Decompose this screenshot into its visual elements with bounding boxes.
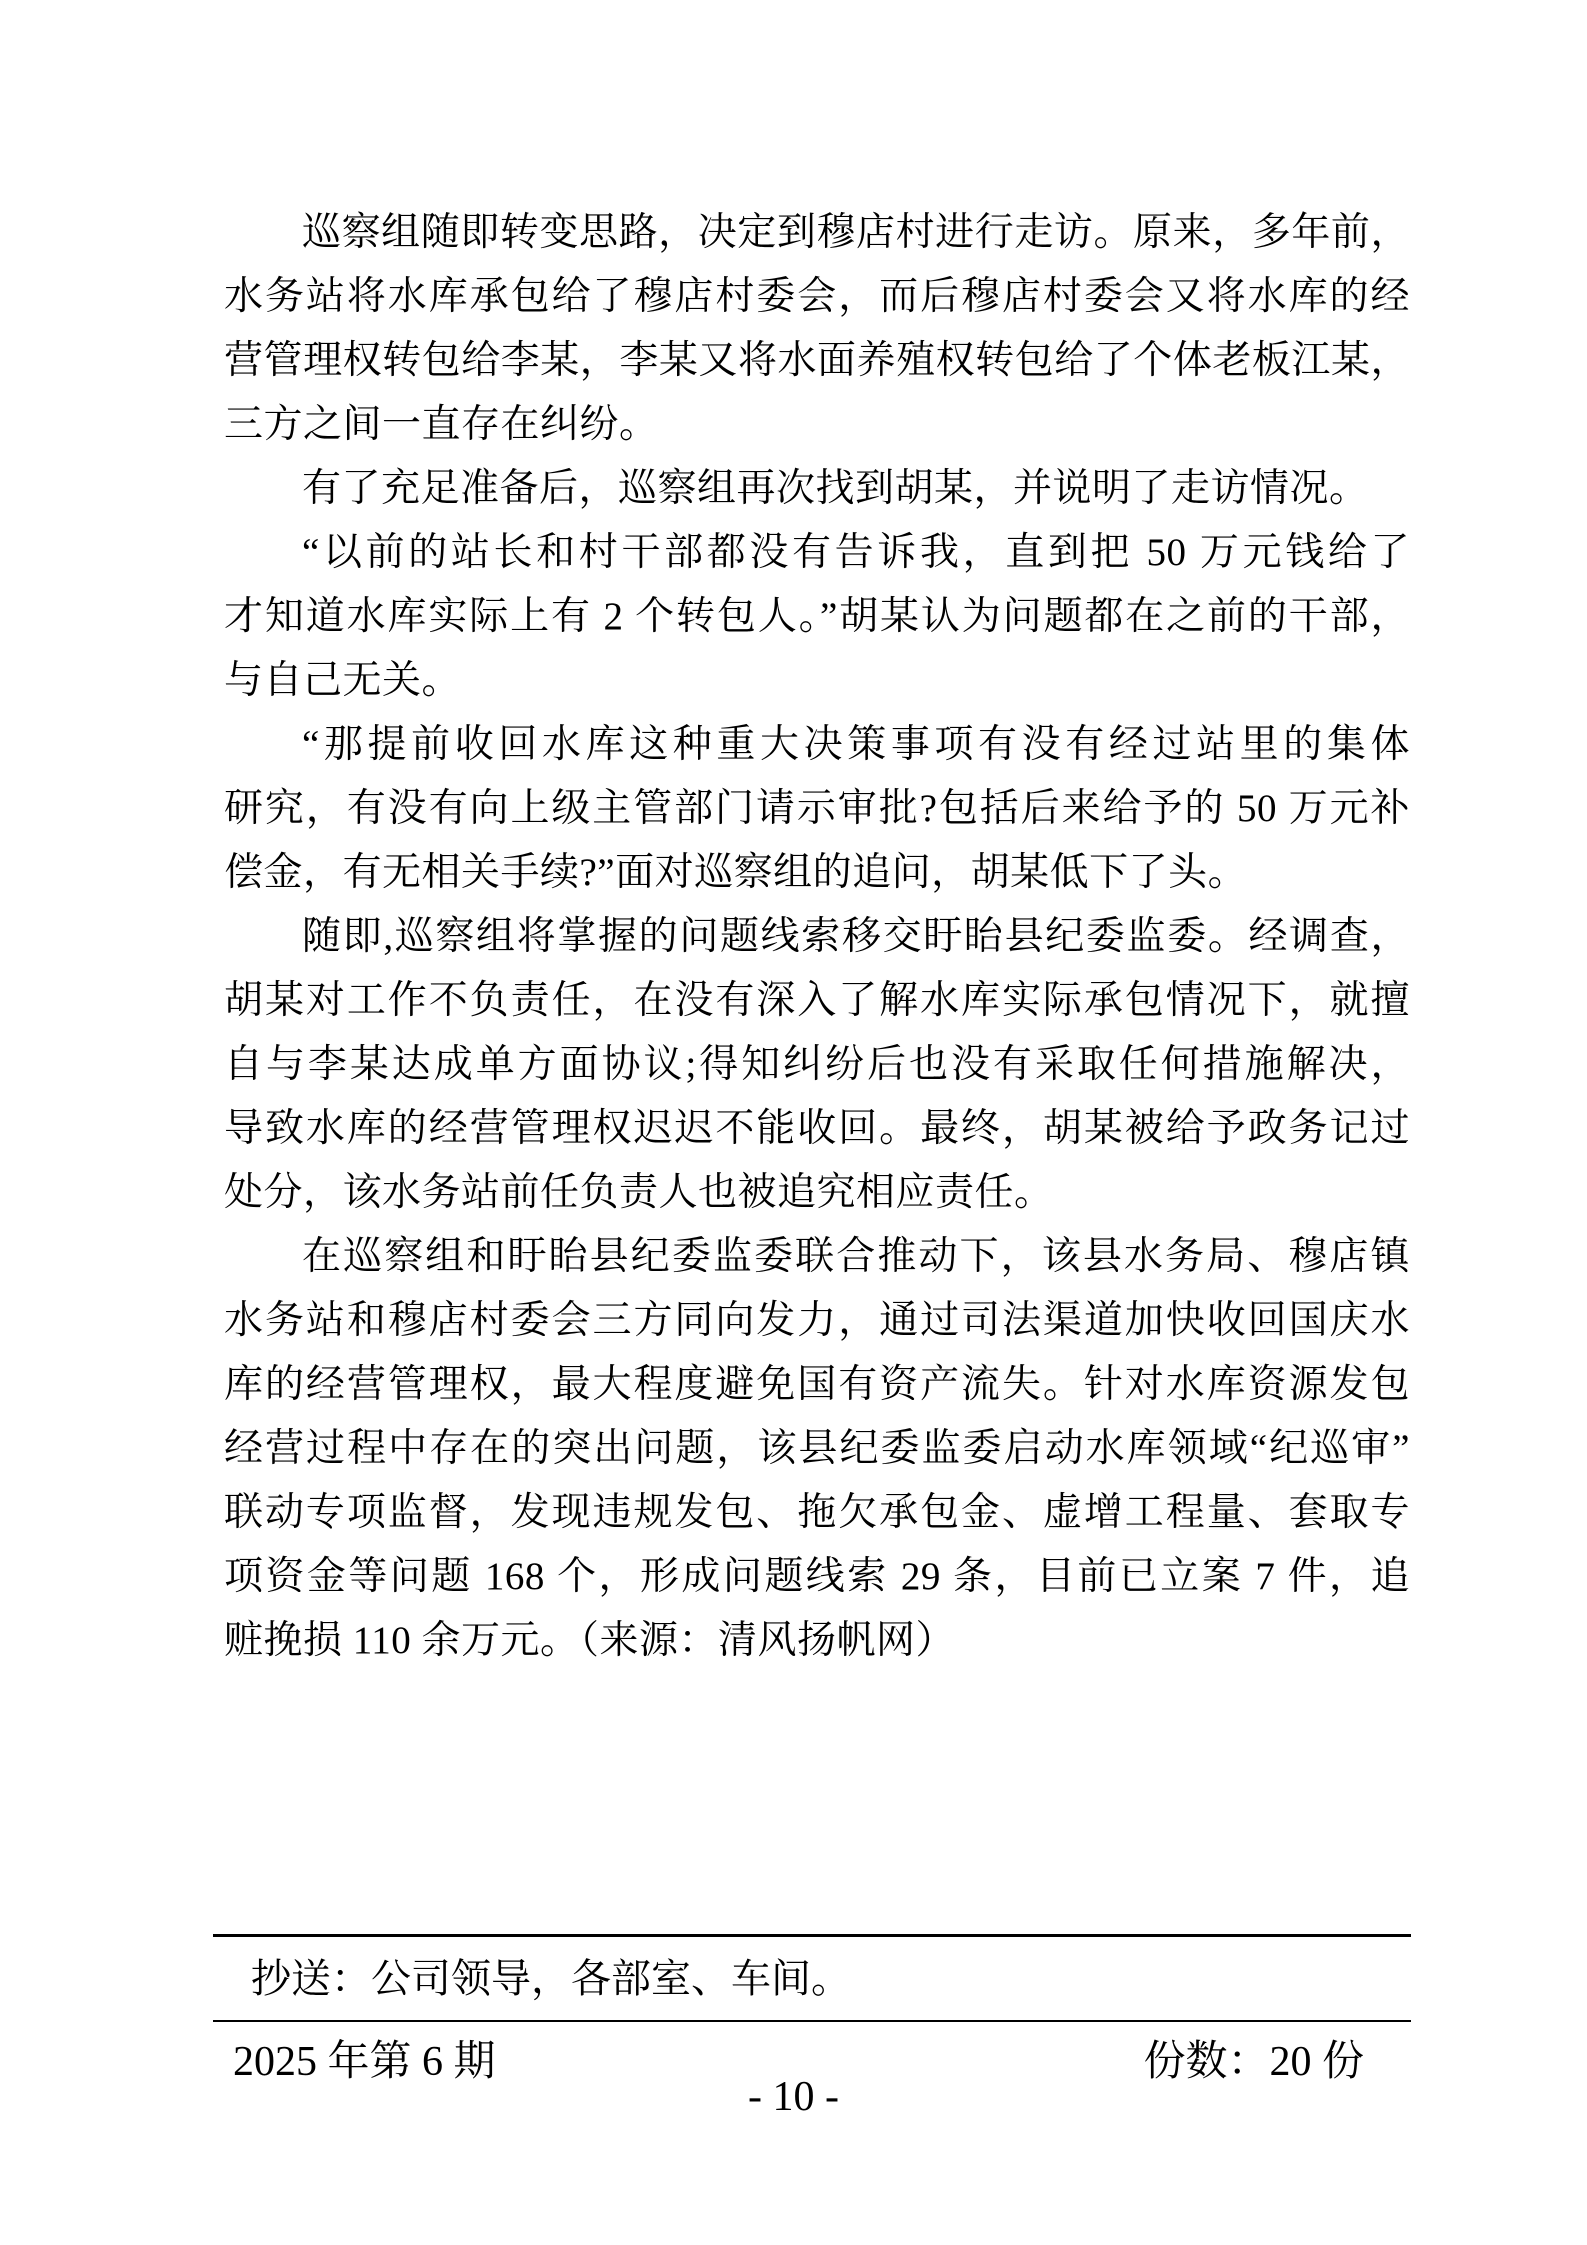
paragraph [224,713,1410,905]
cc-line: 抄送：公司领导，各部室、车间。 [251,1956,851,2001]
body-line: 偿金，有无相关手续?”面对巡察组的追问，胡某低下了头。 [224,851,1248,894]
body-line: 项资金等问题 168 个，形成问题线索 29 条，目前已立案 7 件，追 [224,1555,1410,1598]
body-line: 巡察组随即转变思路，决定到穆店村进行走访。原来，多年前， [302,211,1410,254]
issue-number: 2025 年第 6 期 [233,2039,496,2085]
body-line: 处分，该水务站前任负责人也被追究相应责任。 [224,1171,1054,1214]
body-line: 胡某对工作不负责任，在没有深入了解水库实际承包情况下，就擅 [224,979,1410,1022]
body-line: 随即,巡察组将掌握的问题线索移交盱眙县纪委监委。经调查， [302,915,1410,958]
body-line: 导致水库的经营管理权迟迟不能收回。最终，胡某被给予政务记过 [224,1107,1410,1150]
page-number: - 10 - [748,2074,839,2120]
paragraph [224,521,1410,713]
body-line: 三方之间一直存在纠纷。 [224,403,659,446]
body-line: 联动专项监督，发现违规发包、拖欠承包金、虚增工程量、套取专 [224,1491,1410,1534]
document-body [224,201,1410,1673]
body-line: 库的经营管理权，最大程度避免国有资产流失。针对水库资源发包 [224,1363,1410,1406]
body-line: 经营过程中存在的突出问题，该县纪委监委启动水库领域“纪巡审” [224,1427,1410,1470]
paragraph [224,457,1410,521]
body-line: 与自己无关。 [224,659,462,702]
paragraph [224,1225,1410,1673]
body-line: 在巡察组和盱眙县纪委监委联合推动下，该县水务局、穆店镇 [302,1235,1410,1278]
footer-divider-top [213,1934,1411,1937]
body-line: 才知道水库实际上有 2 个转包人。”胡某认为问题都在之前的干部， [224,595,1410,638]
body-line: 研究，有没有向上级主管部门请示审批?包括后来给予的 50 万元补 [224,787,1410,830]
body-line: 自与李某达成单方面协议;得知纠纷后也没有采取任何措施解决， [224,1043,1410,1086]
body-line: 营管理权转包给李某，李某又将水面养殖权转包给了个体老板江某， [224,339,1410,382]
body-line: “以前的站长和村干部都没有告诉我，直到把 50 万元钱给了 [302,531,1410,574]
copies-count: 份数：20 份 [1143,2039,1364,2085]
body-line: 赃挽损 110 余万元。（来源：清风扬帆网） [224,1619,956,1662]
body-line: 有了充足准备后，巡察组再次找到胡某，并说明了走访情况。 [302,467,1369,510]
footer-divider-mid [213,2020,1411,2022]
paragraph [224,905,1410,1225]
body-line: “那提前收回水库这种重大决策事项有没有经过站里的集体 [302,723,1410,766]
body-line: 水务站和穆店村委会三方同向发力，通过司法渠道加快收回国庆水 [224,1299,1410,1342]
paragraph [224,201,1410,457]
body-line: 水务站将水库承包给了穆店村委会，而后穆店村委会又将水库的经 [224,275,1410,318]
